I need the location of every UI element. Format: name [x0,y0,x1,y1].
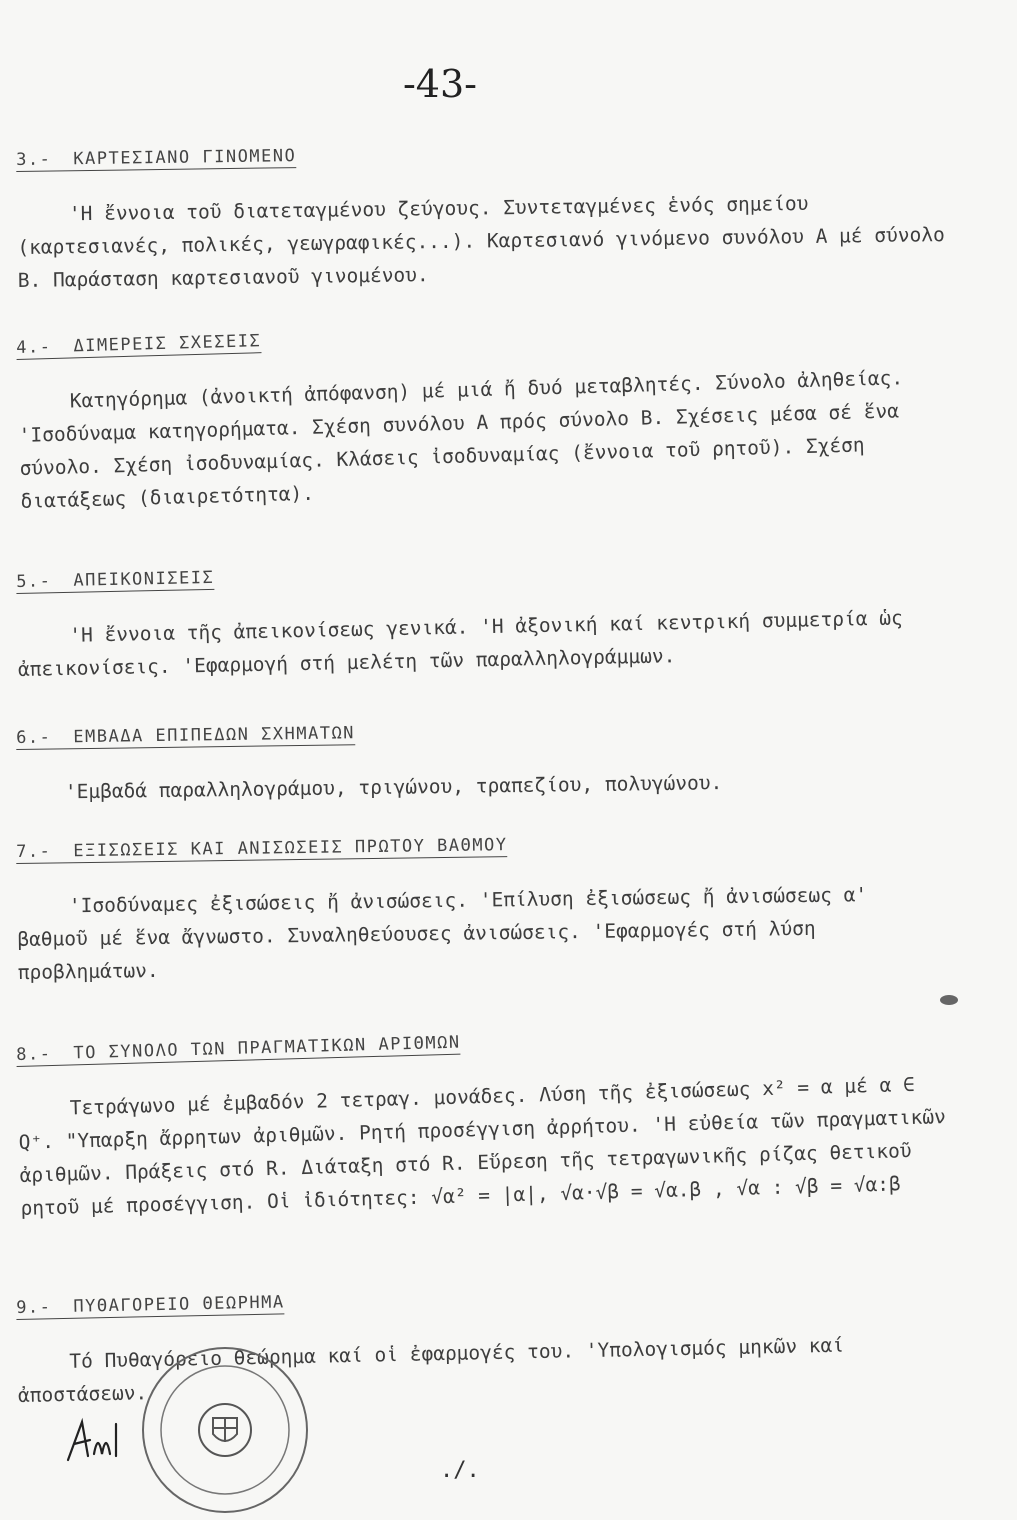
section-text: 'Ισοδύναμες ἐξισώσεις ἤ ἀνισώσεις. 'Επίλυση ἐξισώσεως ἤ ἀνισώσεως α' βαθμοῦ μέ ἕνα ἄγνωστο. Συναληθεύουσες ἀνισώσεις. 'Εφαρμογές στή λύση προβλημάτων. [17,883,868,984]
section-heading [16,723,355,750]
section-heading [16,568,214,594]
section-heading [16,1292,285,1320]
section-text: Τό Πυθαγόρειο θεώρημα καί οἱ ἐφαρμογές του. 'Υπολογισμός μηκῶν καί ἀποστάσεων. [17,1333,845,1407]
section-8 [16,1019,951,1225]
section-title: ΕΜΒΑΔΑ ΕΠΙΠΕΔΩΝ ΣΧΗΜΑΤΩΝ [73,723,356,748]
section-4 [16,312,951,518]
handwritten-signature [60,1410,160,1470]
section-number: 6.- [16,727,52,748]
continuation-mark: ./. [440,1458,480,1483]
section-number: 8.- [16,1044,52,1065]
page-number: -43- [402,62,478,106]
section-heading [16,835,508,864]
section-text: 'Η ἔννοια τῆς ἀπεικονίσεως γενικά. 'Η ἀξονική καί κεντρική συμμετρία ὡς ἀπεικονίσεις. 'Εφαρμογή στή μελέτη τῶν παραλληλογράμμων. [17,606,903,681]
section-title: ΑΠΕΙΚΟΝΙΣΕΙΣ [73,567,215,591]
section-number: 9.- [16,1297,52,1318]
section-heading [16,1033,461,1067]
section-title: ΔΙΜΕΡΕΙΣ ΣΧΕΣΕΙΣ [73,331,262,357]
section-text: 'Η ἔννοια τοῦ διατεταγμένου ζεύγους. Συντεταγμένες ἑνός σημείου (καρτεσιανές, πολικές, γεωγραφικές...). Καρτεσιανό γινόμενο συνόλου Α μέ σύνολο Β. Παράσταση καρτεσιανοῦ γινομένου. [17,191,945,292]
section-title: ΕΞΙΣΩΣΕΙΣ ΚΑΙ ΑΝΙΣΩΣΕΙΣ ΠΡΩΤΟΥ ΒΑΘΜΟΥ [73,835,508,862]
section-heading [16,146,296,172]
section-heading [16,331,262,360]
section-number: 7.- [16,841,52,862]
ink-dot [940,995,958,1005]
section-title: ΚΑΡΤΕΣΙΑΝΟ ΓΙΝΟΜΕΝΟ [73,146,297,170]
section-number: 4.- [16,337,52,358]
section-7 [16,829,948,989]
section-text: Τετράγωνο μέ ἐμβαδόν 2 τετραγ. μονάδες. Λύση τῆς ἐξισώσεως x² = α μέ α ∈ Q⁺. "Υπαρξη ἄρρητων ἀριθμῶν. Ρητή προσέγγιση ἀρρήτου. 'Η εὐθεία τῶν πραγματικῶν ἀριθμῶν. Πράξεις στό R. Διάταξη στό R. Εὕρεση τῆς τετραγωνικῆς ρίζας θετικοῦ ρητοῦ μέ προσέγγιση. Οἱ ἰδιότητες: √α² = |α|, √α·√β = √α.β , √α : √β = √α:β [18,1072,947,1220]
section-5 [16,553,948,686]
section-text: Κατηγόρημα (ἀνοικτή ἀπόφανση) μέ μιά ἤ δυό μεταβλητές. Σύνολο ἀληθείας. 'Ισοδύναμα κατηγορήματα. Σχέση συνόλου Α πρός σύνολο Β. Σχέσεις μέσα σέ ἕνα σύνολο. Σχέση ἰσοδυναμίας. Κλάσεις ἰσοδυναμίας (ἔννοια τοῦ ρητοῦ). Σχέση διατάξεως (διαιρετότητα). [18,366,904,513]
section-number: 3.- [16,149,52,170]
section-title: ΤΟ ΣΥΝΟΛΟ ΤΩΝ ΠΡΑΓΜΑΤΙΚΩΝ ΑΡΙΘΜΩΝ [73,1032,461,1064]
section-text: 'Εμβαδά παραλληλογράμου, τριγώνου, τραπεζίου, πολυγώνου. [64,771,723,804]
section-number: 5.- [16,571,52,592]
section-3 [16,137,948,297]
section-title: ΠΥΘΑΓΟΡΕΙΟ ΘΕΩΡΗΜΑ [73,1292,285,1317]
section-6 [16,715,947,809]
